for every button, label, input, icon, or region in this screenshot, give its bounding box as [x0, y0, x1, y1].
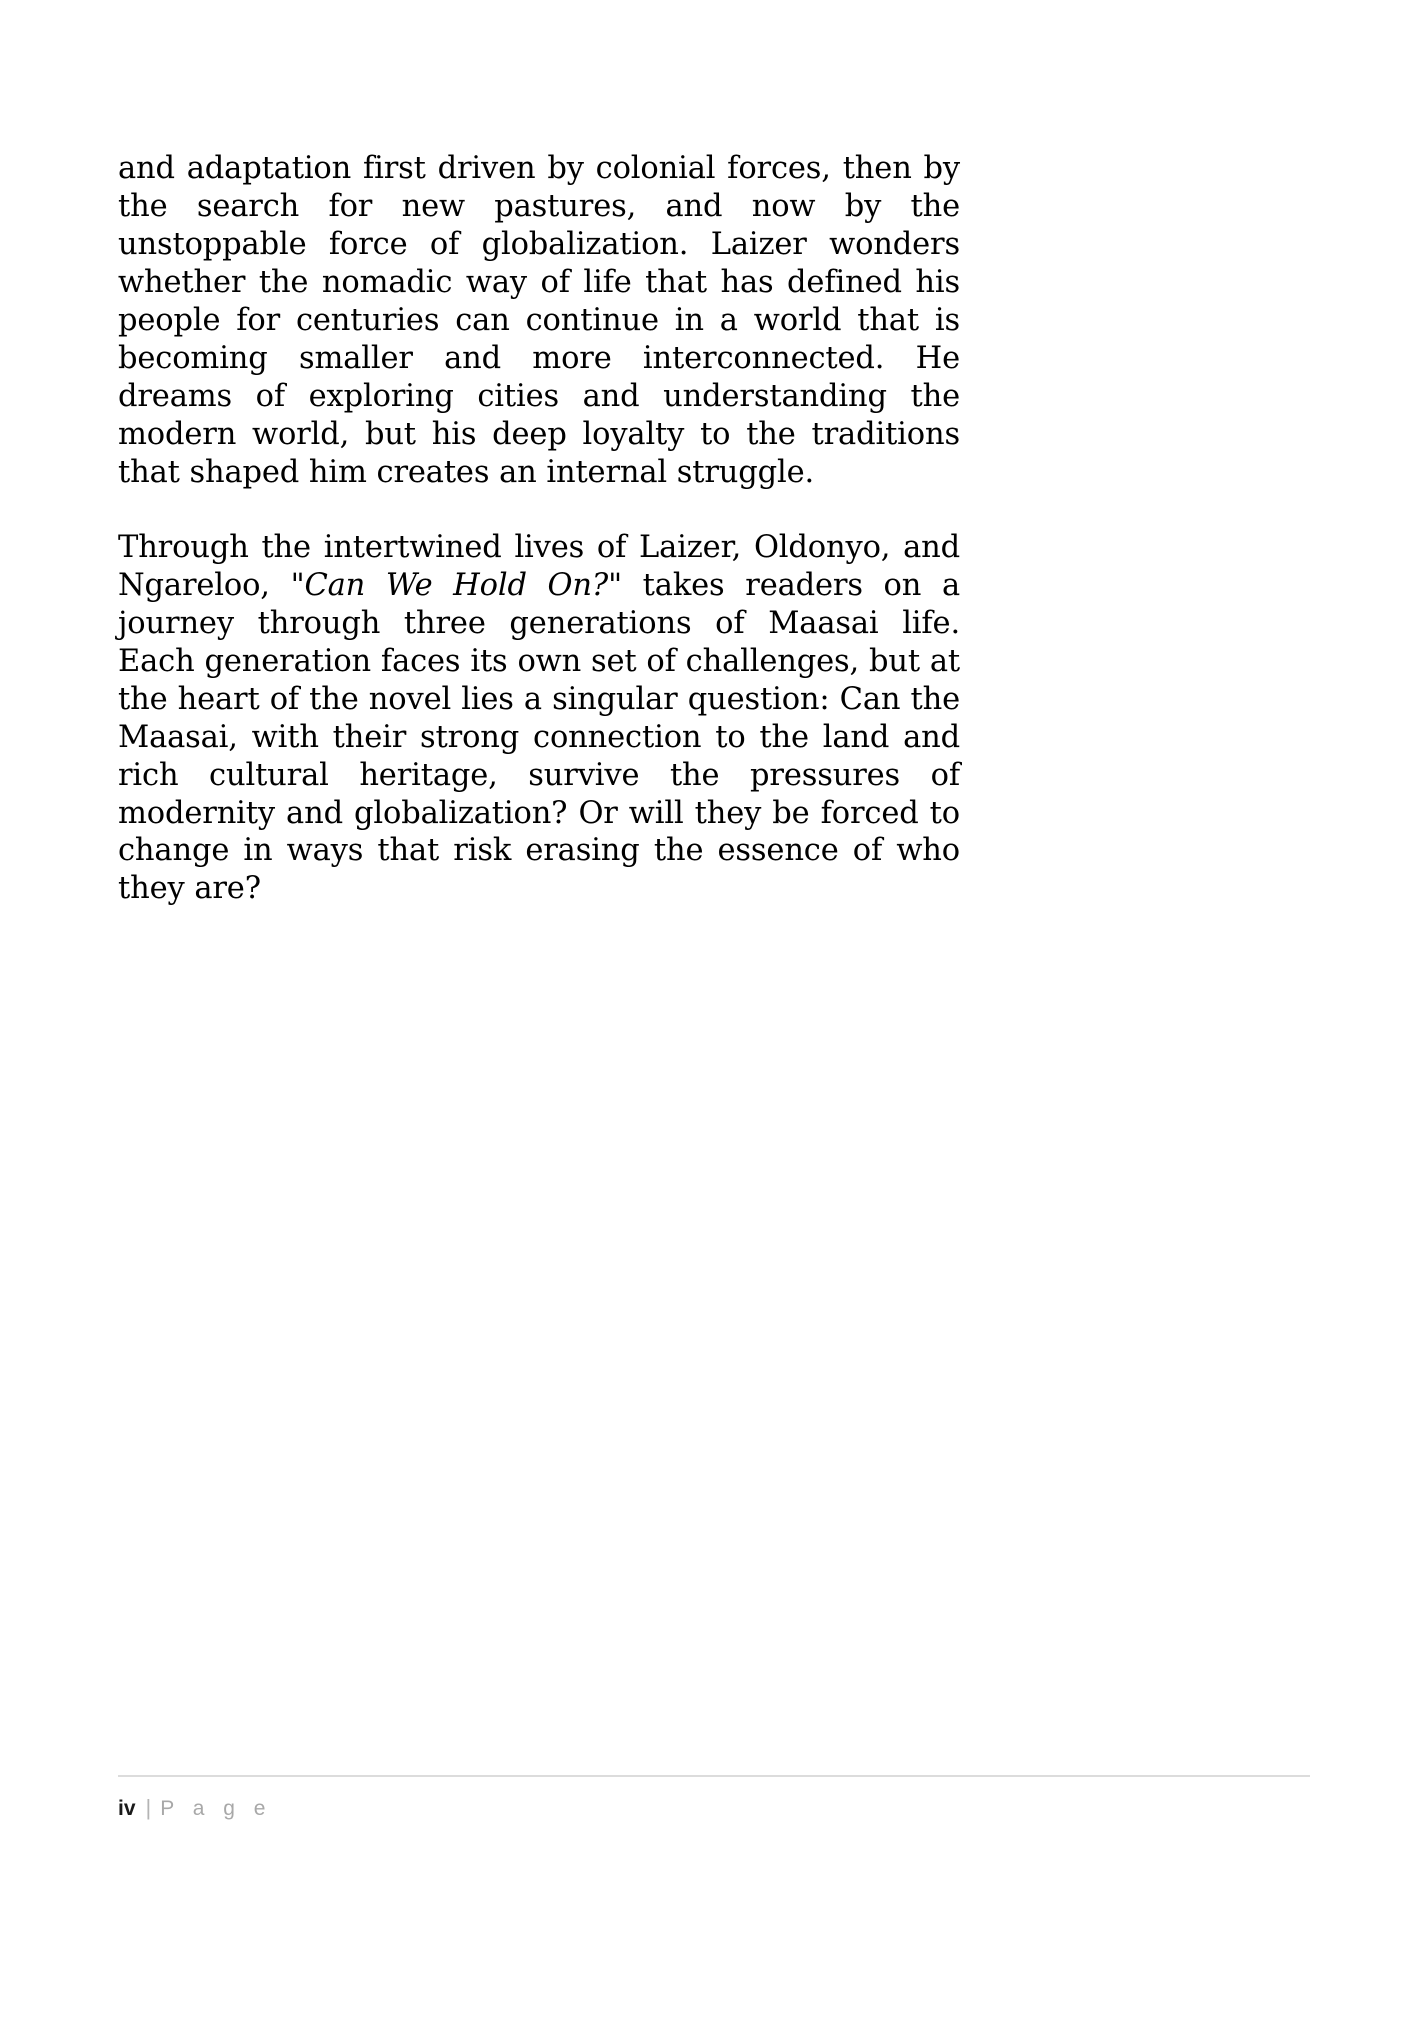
paragraph-summary — [118, 529, 960, 909]
footer-page-number: iv — [118, 1797, 136, 1820]
footer-divider-rule — [118, 1775, 1310, 1777]
footer-content — [118, 1795, 1310, 1821]
paragraph-summary-trailing-text: takes readers on a journey through three generations of Maasai life. Each generation faces its own set of challenges, but at the heart of the novel lies a singular question: Can the Maasai, with their strong connection to the land and rich cultural heritage, survive the pressures of modernity and globalization? Or will they be forced to change in ways that risk erasing the essence of who they are? — [118, 567, 960, 907]
page-body-content — [118, 150, 960, 908]
book-title-italic: "Can We Hold On?" — [290, 567, 622, 603]
paragraph-continuation-text: and adaptation first driven by colonial forces, then by the search for new pastures, and now by the unstoppable force of globalization. Laizer wonders whether the nomadic way of life that has defined his people for centuries can continue in a world that is becoming smaller and more interconnected. He dreams of exploring cities and understanding the modern world, but his deep loyalty to the traditions that shaped him creates an internal struggle. — [118, 151, 960, 490]
paragraph-summary-lead-text: Through the intertwined lives of Laizer, Oldonyo, and Ngareloo, — [118, 529, 960, 603]
footer-separator: | — [145, 1795, 152, 1820]
footer-page-label: P a g e — [160, 1797, 272, 1820]
page-footer — [118, 1775, 1310, 1821]
paragraph-continuation — [118, 150, 960, 492]
